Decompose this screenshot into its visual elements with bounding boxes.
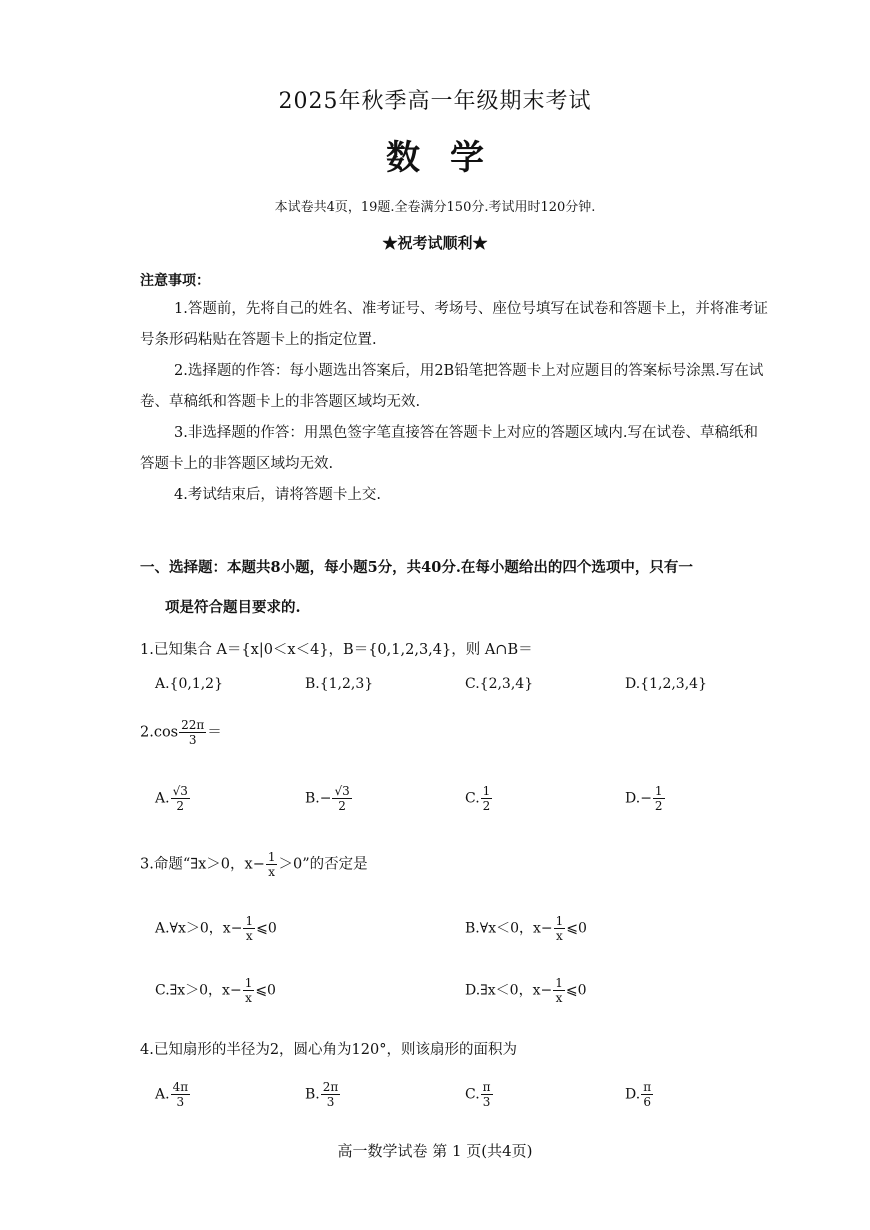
option-label: B. [305, 790, 320, 807]
option-fraction [171, 784, 190, 813]
q1-option-a: A.{0,1,2} [155, 676, 223, 692]
section-heading-line2: 项是符合题目要求的. [165, 599, 301, 616]
q3-fraction [266, 850, 278, 879]
option-fraction [653, 784, 665, 813]
q4-option-c [465, 1080, 494, 1109]
option-den: 2 [482, 799, 491, 813]
option-sign: − [319, 790, 332, 807]
option-label: A. [155, 1086, 170, 1103]
option-num: π [643, 1080, 652, 1094]
q2-option-c [465, 784, 493, 813]
q3-option-b [465, 914, 587, 943]
question-2-stem [140, 718, 222, 747]
option-den: x [555, 991, 563, 1005]
option-text: ⩽0 [565, 982, 587, 999]
option-fraction [481, 784, 493, 813]
option-text: A.∀x＞0，x− [155, 920, 243, 937]
option-fraction [554, 914, 566, 943]
option-num: √3 [172, 784, 188, 798]
option-label: C. [465, 1086, 480, 1103]
q2-option-b [305, 784, 353, 813]
option-den: 3 [482, 1095, 491, 1109]
option-text: ⩽0 [255, 982, 276, 999]
option-den: x [556, 929, 563, 943]
option-fraction [171, 1080, 191, 1109]
option-text: ⩽0 [566, 920, 587, 937]
option-text: D.∃x＜0，x− [465, 982, 553, 999]
note-item: 1.答题前，先将自己的姓名、准考证号、考场号、座位号填写在试卷和答题卡上，并将准考证号条形码粘贴在答题卡上的指定位置. [140, 301, 768, 348]
q3-num: 1 [267, 850, 276, 864]
notes-list [140, 294, 770, 511]
section-heading-line1: 一、选择题：本题共8小题，每小题5分，共40分.在每小题给出的四个选项中，只有一 [140, 559, 693, 576]
exam-title: 2025年秋季高一年级期末考试 [278, 89, 592, 114]
q2-den: 3 [188, 733, 197, 747]
option-label: B. [305, 1086, 320, 1103]
subject-title: 数学 [386, 138, 514, 178]
option-num: 1 [555, 914, 564, 928]
exam-wish: ★祝考试顺利★ [382, 234, 488, 252]
option-label: D. [625, 1086, 641, 1103]
q1-option-d: D.{1,2,3,4} [625, 676, 707, 692]
option-num: 2π [322, 1080, 339, 1094]
option-text: ⩽0 [256, 920, 277, 937]
option-num: 1 [654, 784, 663, 798]
q2-suffix: ＝ [207, 724, 222, 741]
option-den: 6 [643, 1095, 651, 1109]
q3-stem-part: 3.命题“∃x＞0，x− [140, 856, 265, 873]
option-sign: − [640, 790, 652, 807]
q3-option-c [155, 976, 276, 1005]
note-item: 2.选择题的作答：每小题选出答案后，用2B铅笔把答题卡上对应题目的答案标号涂黑.写在试卷、草稿纸和答题卡上的非答题区域均无效. [140, 363, 764, 410]
option-den: 2 [176, 799, 185, 813]
option-label: A. [155, 790, 170, 807]
option-fraction [641, 1080, 653, 1109]
q1-option-b: B.{1,2,3} [305, 676, 374, 692]
option-num: π [482, 1080, 491, 1094]
option-num: 4π [172, 1080, 189, 1094]
q2-prefix: 2.cos [140, 724, 179, 741]
exam-info: 本试卷共4页，19题.全卷满分150分.考试用时120分钟. [274, 200, 596, 215]
q3-option-a [155, 914, 277, 943]
option-label: D. [625, 790, 641, 807]
option-label: C. [465, 790, 480, 807]
option-den: 3 [176, 1095, 185, 1109]
option-fraction [481, 1080, 493, 1109]
option-den: x [245, 929, 253, 943]
note-item: 4.考试结束后，请将答题卡上交. [174, 487, 381, 503]
q3-den: x [268, 865, 276, 879]
q2-num: 22π [181, 718, 205, 732]
option-den: x [245, 991, 252, 1005]
option-fraction [553, 976, 565, 1005]
q4-option-a [155, 1080, 191, 1109]
option-den: 2 [338, 799, 346, 813]
q3-stem-part: ＞0”的否定是 [278, 856, 368, 873]
option-text: B.∀x＜0，x− [465, 920, 553, 937]
q3-option-d [465, 976, 586, 1005]
note-item: 3.非选择题的作答：用黑色签字笔直接答在答题卡上对应的答题区域内.写在试卷、草稿纸和答题卡上的非答题区域均无效. [140, 425, 758, 472]
option-fraction [243, 914, 255, 943]
q4-option-d [625, 1080, 654, 1109]
question-1-stem: 1.已知集合 A＝{x|0＜x＜4}，B＝{0,1,2,3,4}，则 A∩B＝ [140, 642, 533, 658]
q2-option-d [625, 784, 666, 813]
option-den: 2 [654, 799, 663, 813]
q2-fraction [179, 718, 206, 747]
q1-option-c: C.{2,3,4} [465, 676, 534, 692]
option-num: 1 [244, 976, 253, 990]
option-fraction [332, 784, 351, 813]
notes-title: 注意事项： [140, 273, 210, 289]
option-den: 3 [326, 1095, 335, 1109]
q4-option-b [305, 1080, 341, 1109]
option-fraction [321, 1080, 341, 1109]
option-fraction [243, 976, 255, 1005]
option-num: 1 [245, 914, 254, 928]
question-3-stem [140, 850, 368, 879]
page-footer: 高一数学试卷 第 1 页(共4页) [337, 1142, 533, 1160]
q2-option-a [155, 784, 191, 813]
question-4-stem: 4.已知扇形的半径为2，圆心角为120°，则该扇形的面积为 [140, 1042, 517, 1058]
option-num: 1 [555, 976, 563, 990]
option-num: 1 [482, 784, 491, 798]
option-num: √3 [334, 784, 350, 798]
option-text: C.∃x＞0，x− [155, 982, 242, 999]
